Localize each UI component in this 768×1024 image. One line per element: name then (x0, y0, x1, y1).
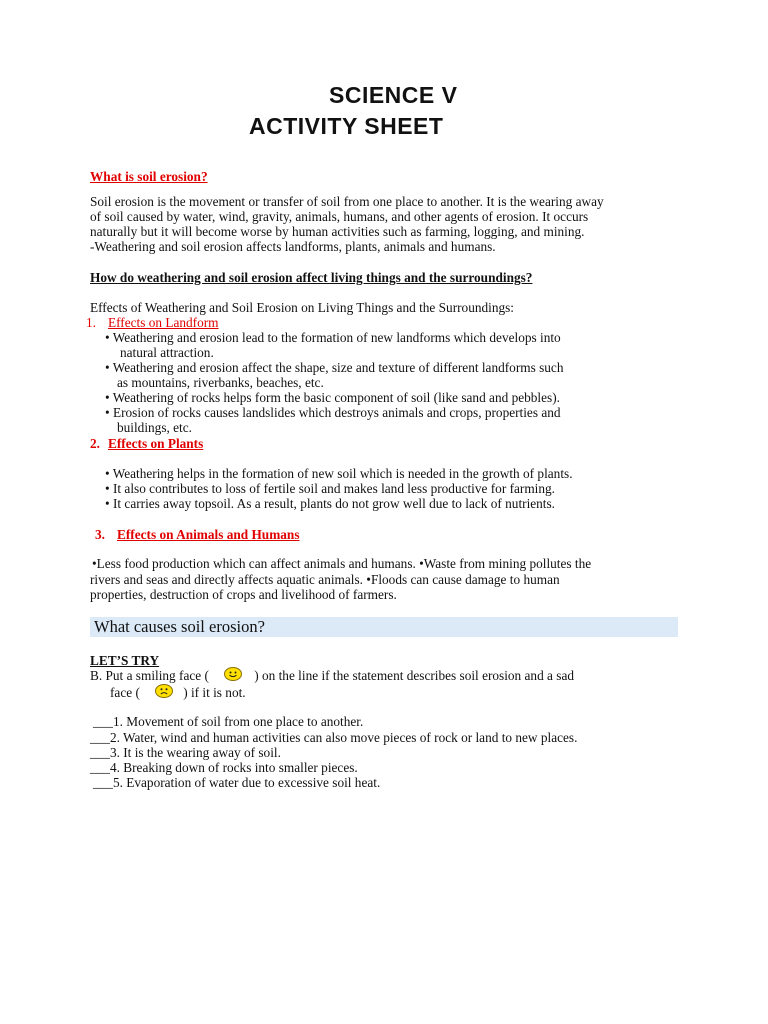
instruction-line-1 (90, 667, 574, 683)
heading-how-weathering-affects: How do weathering and soil erosion affect living things and the surroundings? (90, 270, 533, 285)
instruction-part-c: face ( (110, 685, 140, 700)
animals-line-2: rivers and seas and directly affects aquatic animals. •Floods can cause damage to human (90, 572, 560, 587)
plants-bullet-3: • It carries away topsoil. As a result, plants do not grow well due to lack of nutrients. (105, 496, 556, 511)
plants-number: 2. (90, 436, 100, 451)
landform-bullet-3: • Weathering of rocks helps form the basic component of soil (like sand and pebbles). (105, 390, 560, 405)
landform-number: 1. (86, 315, 96, 330)
title-activity-sheet: ACTIVITY SHEET (249, 113, 444, 139)
animals-line-3: properties, destruction of crops and livelihood of farmers. (90, 587, 397, 602)
effects-intro: Effects of Weathering and Soil Erosion on Living Things and the Surroundings: (90, 300, 515, 315)
statement-5: ___5. Evaporation of water due to excessive soil heat. (93, 775, 381, 790)
smiling-face-icon (224, 667, 242, 681)
heading-effects-on-animals-humans: Effects on Animals and Humans (117, 527, 300, 542)
title-science-v: SCIENCE V (329, 82, 458, 108)
statement-4: ___4. Breaking down of rocks into smaller pieces. (90, 760, 358, 775)
definition-line-4: -Weathering and soil erosion affects landforms, plants, animals and humans. (90, 239, 496, 254)
landform-bullet-1: • Weathering and erosion lead to the formation of new landforms which develops into (105, 330, 561, 345)
instruction-line-2 (110, 684, 246, 700)
animals-number: 3. (95, 527, 105, 542)
sad-face-icon (155, 684, 173, 698)
definition-line-1: Soil erosion is the movement or transfer of soil from one place to another. It is the wearing away (90, 194, 604, 209)
instruction-part-d: ) if it is not. (183, 685, 246, 700)
instruction-part-b: ) on the line if the statement describes soil erosion and a sad (254, 668, 575, 683)
statement-3: ___3. It is the wearing away of soil. (90, 745, 281, 760)
definition-line-3: naturally but it will become worse by human activities such as farming, logging, and mining. (90, 224, 585, 239)
animals-line-1: •Less food production which can affect animals and humans. •Waste from mining pollutes the (92, 556, 592, 571)
plants-bullet-1: • Weathering helps in the formation of new soil which is needed in the growth of plants. (105, 466, 573, 481)
landform-bullet-4: • Erosion of rocks causes landslides which destroys animals and crops, properties and (105, 405, 561, 420)
landform-bullet-1-cont: natural attraction. (120, 345, 214, 360)
landform-bullet-4-cont: buildings, etc. (117, 420, 192, 435)
heading-what-is-soil-erosion: What is soil erosion? (90, 169, 208, 184)
heading-lets-try: LET’S TRY (90, 653, 160, 668)
statement-2: ___2. Water, wind and human activities can also move pieces of rock or land to new places. (90, 730, 578, 745)
landform-bullet-2: • Weathering and erosion affect the shape, size and texture of different landforms such (105, 360, 564, 375)
heading-effects-on-landform: Effects on Landform (108, 315, 219, 330)
instruction-part-a: B. Put a smiling face ( (90, 668, 209, 683)
heading-effects-on-plants: Effects on Plants (108, 436, 204, 451)
plants-bullet-2: • It also contributes to loss of fertile soil and makes land less productive for farming. (105, 481, 555, 496)
what-causes-soil-erosion-banner (90, 617, 678, 637)
statement-1: ___1. Movement of soil from one place to another. (93, 714, 364, 729)
banner-text: What causes soil erosion? (94, 617, 265, 636)
landform-bullet-2-cont: as mountains, riverbanks, beaches, etc. (117, 375, 324, 390)
definition-line-2: of soil caused by water, wind, gravity, animals, humans, and other agents of erosion. It occurs (90, 209, 589, 224)
